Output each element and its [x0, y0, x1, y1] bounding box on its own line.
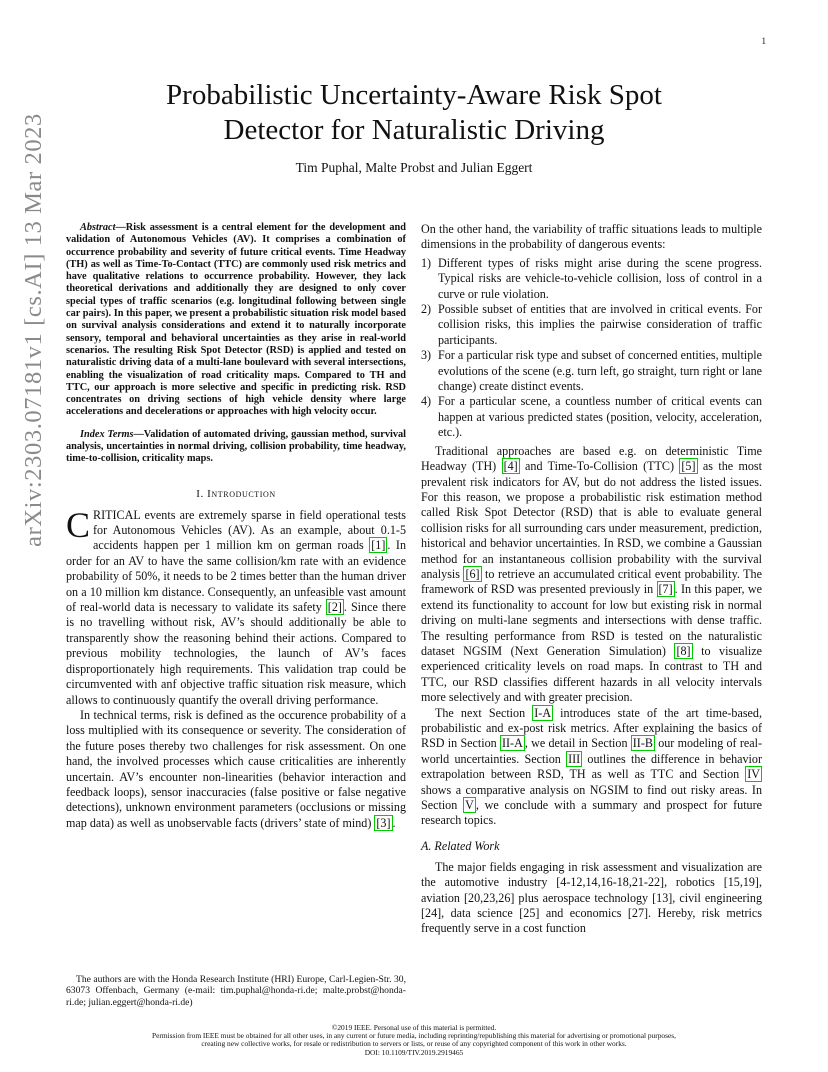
intro-text: . — [392, 815, 396, 830]
citation-link[interactable]: [2] — [327, 600, 342, 615]
section-link[interactable]: II-B — [632, 736, 653, 751]
index-terms-text: —Validation of automated driving, gaussian method, survival analysis, uncertainties in normal driving, collision probability, time headway, time-to-collision, criticality maps. — [66, 428, 406, 465]
list-item — [421, 302, 762, 348]
list-item-text: For a particular risk type and subset of concerned entities, multiple evolutions of the scene (e.g. turn left, go straight, turn right or lane change) create distinct events. — [438, 348, 762, 394]
title-line-2: Detector for Naturalistic Driving — [223, 114, 605, 146]
arxiv-identifier: arXiv:2303.07181v1 [cs.AI] 13 Mar 2023 — [20, 113, 47, 547]
risk-dimension-list — [421, 256, 762, 441]
body-text: outlines the difference in behavior extrapolation between RSD, TH as well as TTC and Section — [421, 751, 762, 782]
citation-link[interactable]: [1] — [371, 538, 386, 553]
body-text: and Time-To-Collision (TTC) — [519, 459, 680, 474]
author-list: Tim Puphal, Malte Probst and Julian Eggert — [295, 160, 533, 175]
section-link[interactable]: II-A — [501, 736, 523, 751]
list-item-number: 2) — [421, 302, 432, 317]
copyright-line: Permission from IEEE must be obtained for all other uses, in any current or future media, including reprinting/republishing this material for advertising or promotional purposes, — [152, 1031, 676, 1041]
section-link[interactable]: I-A — [534, 705, 552, 720]
body-text: to visualize experienced criticality levels on road maps. In contrast to TH and TTC, our RSD classifies different hazards in all velocity intervals more selectively and with greater precision. — [421, 643, 763, 705]
list-item — [421, 256, 762, 302]
body-text: Traditional approaches are based e.g. on deterministic Time Headway (TH) — [421, 443, 762, 474]
list-item-number: 3) — [421, 348, 432, 363]
list-item-text: Possible subset of entities that are involved in critical events. For collision risks, this implies the pairwise consideration of traffic participants. — [438, 302, 762, 347]
index-terms — [66, 429, 406, 466]
index-terms-label: Index Terms — [80, 428, 134, 440]
list-item-number: 1) — [421, 255, 432, 270]
citation-link[interactable]: [5] — [681, 459, 696, 474]
copyright-line: ©2019 IEEE. Personal use of this material is permitted. — [331, 1023, 497, 1032]
right-paragraph-intro: On the other hand, the variability of traffic situations leads to multiple dimensions in the probability of dangerous events: — [421, 222, 762, 252]
abstract-label: Abstract — [80, 222, 116, 233]
paper-title — [70, 78, 758, 148]
list-item-number: 4) — [421, 394, 432, 409]
body-text: as the most prevalent risk indicators for AV, but do not address the listed issues. For this reason, we propose a probabilistic risk estimation method called Risk Spot Detector (RSD) that is able to evaluate general collision risks for all surrounding cars under measurement, prediction, historical and behavior uncertainties. In RSD, we combine a Gaussian method for an instantaneous collision probability with the survival analysis — [421, 459, 762, 581]
left-column — [66, 222, 406, 831]
intro-text: RITICAL events are extremely sparse in field operational tests for Autonomous Vehicles (AV). As an example, about 0.1-5 accidents happen per 1 million km on german roads — [93, 507, 406, 553]
copyright-notice — [70, 1024, 758, 1057]
right-paragraph-3: The major fields engaging in risk assessment and visualization are the automotive industry [4-12,14,16-18,21-22], robotics [15,19], aviation [20,23,26] plus aerospace technology [13], civil engineering [24], data science [25] and economics [27]. Hereby, risk metrics frequently serve in a cost function — [421, 859, 762, 936]
citation-link[interactable]: [7] — [658, 582, 673, 597]
body-text: . In this paper, we extend its functionality to account for low but existing risk in normal driving on multi-lane segments and intersections with dense traffic. The resulting performance from RSD is tested on the naturalistic dataset NGSIM (Next Generation Simulation) — [421, 582, 762, 658]
list-item — [421, 394, 762, 440]
abstract — [66, 222, 406, 419]
intro-paragraph-1 — [66, 504, 407, 708]
drop-cap: C — [66, 504, 91, 545]
right-paragraph-1 — [421, 444, 762, 706]
list-item-text: Different types of risks might arise during the scene progress. Typical risks are vehicle-to-vehicle collision, loss of control in a curve or rule violation. — [438, 255, 762, 301]
right-paragraph-2 — [421, 706, 762, 829]
body-text: to retrieve an accumulated critical event probability. The framework of RSD was presented previously in — [421, 566, 762, 597]
section-heading-introduction: I. Introduction — [196, 487, 276, 500]
intro-paragraph-2 — [66, 708, 406, 831]
copyright-line: creating new collective works, for resale or redistribution to servers or lists, or reuse of any copyrighted component of this work in other works. — [201, 1039, 627, 1049]
intro-text: . Since there is no travelling without risk, AV’s should additionally be able to transparently show the reasoning behind their actions. Compared to previous mobility technologies, the launch of AV’s faces disproportionately high requirements. This validation trap could be circumvented with anf objective traffic situation risk measure, which allows to continuously quantify the overall driving performance. — [66, 600, 407, 707]
section-link[interactable]: V — [465, 798, 474, 813]
subsection-heading-related-work: A. Related Work — [421, 838, 500, 853]
citation-link[interactable]: [6] — [465, 566, 480, 581]
list-item-text: For a particular scene, a countless number of critical events can happen at various predicted states (position, velocity, acceleration, etc.). — [438, 394, 762, 440]
body-text: , we conclude with a summary and prospect for future research topics. — [421, 798, 762, 828]
intro-text: . In order for an AV to have the same collision/km rate with an evidence probability of 50%, it needs to be 2 times better than the human driver on a 10 million km distance. Consequently, an unfeasible vast amount of real-world data is necessary to validate its safety — [66, 538, 406, 615]
citation-link[interactable]: [4] — [503, 459, 518, 474]
citation-link[interactable]: [8] — [676, 643, 691, 658]
right-column — [421, 222, 762, 937]
citation-link[interactable]: [3] — [376, 815, 391, 830]
section-link[interactable]: IV — [747, 767, 760, 782]
body-text: The next Section — [435, 705, 533, 720]
title-line-1: Probabilistic Uncertainty-Aware Risk Spot — [166, 79, 662, 111]
copyright-doi: DOI: 10.1109/TIV.2019.2919465 — [364, 1047, 464, 1057]
abstract-text: —Risk assessment is a central element for the development and validation of Autonomous Vehicles (AV). It comprises a combination of occurrence probability and severity of future critical events. Time Headway (TH) as well as Time-To-Contact (TTC) are commonly used risk metrics and have qualitative relations to occurrence probability. However, they lack theoretical derivations and additionally they are designed to only cover special types of traffic scenarios (e.g. longitudinal following between single car pairs). In this paper, we present a probabilistic situation risk model based on survival analysis considerations and extend it to naturally incorporate sensory, temporal and behavioral uncertainties as they arise in real-world scenarios. The resulting Risk Spot Detector (RSD) is applied and tested on naturalistic driving data of a multi-lane boulevard with several intersections, enabling the visualization of road criticality maps. Compared to TH and TTC, our approach is more selective and specific in predicting risk. RSD concentrates on driving sections of high vehicle density where large accelerations and decelerations or approaches with high velocity occur. — [66, 222, 406, 418]
body-text: introduces state of the art time-based, probabilistic and ex-post risk metrics. After explaining the basics of RSD in Section — [421, 705, 762, 751]
affiliation-footnote: The authors are with the Honda Research Institute (HRI) Europe, Carl-Legien-Str. 30, 63073 Offenbach, Germany (e-mail: tim.puphal@honda-ri.de; malte.probst@honda-ri.de; julian.eggert@honda-ri.de) — [66, 974, 406, 1008]
body-text: , we detail in Section — [524, 736, 631, 751]
page-number: 1 — [761, 36, 766, 46]
section-link[interactable]: III — [568, 751, 581, 766]
body-text: shows a comparative analysis on NGSIM to find out risky areas. In Section — [421, 782, 762, 813]
list-item — [421, 348, 762, 394]
body-text: our modeling of real-world uncertainties. Section — [421, 736, 762, 766]
intro-text: In technical terms, risk is defined as the occurence probability of a loss multiplied with its consequence or severity. The consideration of the future poses thereby two challenges for risk assessment. On one hand, the involved processes which cause criticalities are inherently uncertain. AV’s encounter non-linearities (behavior interaction and feedback loops), sensor inaccuracies (false positive or false negative detections), unknown environment parameters (occlusions or missing map data) as well as unobservable facts (drivers’ state of mind) — [66, 707, 406, 830]
